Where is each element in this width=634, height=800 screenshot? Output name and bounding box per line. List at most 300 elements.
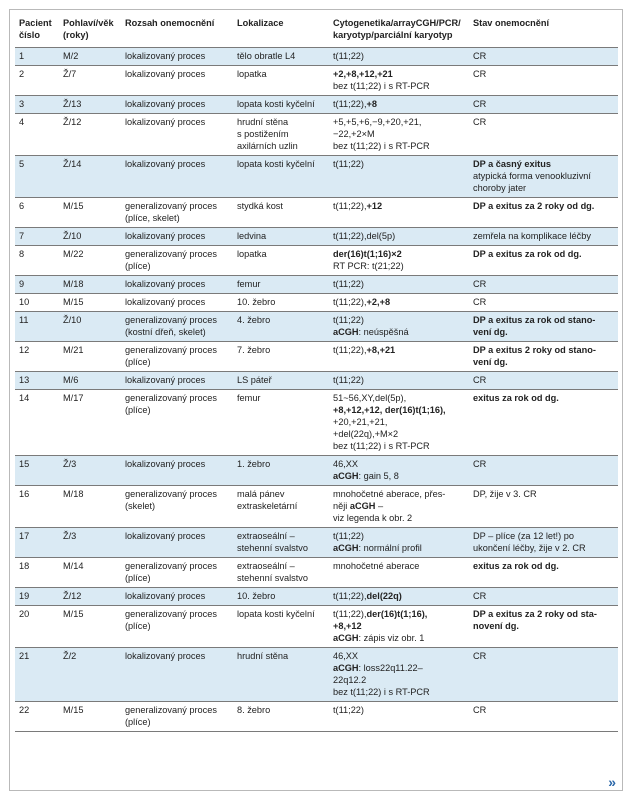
- sex-age-cell: Ž/3: [63, 531, 77, 541]
- cell-line: [333, 620, 465, 632]
- text: +5,+5,+6,−9,+20,+21,: [333, 117, 422, 127]
- cell-line: generalizovaný proces: [125, 249, 217, 259]
- patient-number-cell: 2: [19, 69, 25, 79]
- cell-line: [473, 158, 614, 170]
- status-cell: [469, 342, 618, 372]
- header-extent: Rozsah onemocnění: [125, 18, 215, 28]
- localization-cell: [233, 588, 329, 606]
- cell-line: LS páteř: [237, 375, 272, 385]
- localization-cell: [233, 312, 329, 342]
- cell-line: femur: [237, 279, 261, 289]
- cytogenetics-cell: [329, 114, 469, 156]
- patient-number-cell: 1: [19, 51, 25, 61]
- cytogenetics-cell: [329, 588, 469, 606]
- text: RT PCR: t(21;22): [333, 261, 404, 271]
- sex-age-cell: M/17: [63, 393, 84, 403]
- patient-table: [15, 14, 618, 732]
- cell-line: lokalizovaný proces: [125, 99, 206, 109]
- cell-line: [333, 530, 465, 542]
- text: 46,XX: [333, 651, 359, 661]
- bold-text: vení dg.: [473, 357, 508, 367]
- bold-text: aCGH: [333, 327, 359, 337]
- cell-line: [473, 344, 614, 356]
- extent-cell: [121, 246, 233, 276]
- text: CR: [473, 651, 487, 661]
- text: zemřela na komplikace léčby: [473, 231, 591, 241]
- extent-cell: [121, 312, 233, 342]
- text: mnohočetné aberace: [333, 561, 420, 571]
- extent-cell: [121, 486, 233, 528]
- cell-line: (skelet): [125, 501, 156, 511]
- sex-age-cell: M/15: [63, 201, 84, 211]
- cytogenetics-cell: [329, 342, 469, 372]
- cell-line: (plíce): [125, 573, 151, 583]
- cell-line: [333, 500, 465, 512]
- patient-number-cell: 8: [19, 249, 25, 259]
- localization-cell: [233, 372, 329, 390]
- cytogenetics-cell: [329, 456, 469, 486]
- text: t(11;22): [333, 705, 364, 715]
- localization-cell: [233, 66, 329, 96]
- cell-line: lokalizovaný proces: [125, 375, 206, 385]
- text: t(11;22),: [333, 345, 367, 355]
- text: t(11;22): [333, 279, 364, 289]
- cytogenetics-cell: [329, 246, 469, 276]
- patient-number-cell: 13: [19, 375, 30, 385]
- patient-number-cell: 3: [19, 99, 25, 109]
- patient-number-cell: 19: [19, 591, 30, 601]
- status-cell: [469, 390, 618, 456]
- cell-line: [333, 674, 465, 686]
- cell-line: generalizovaný proces: [125, 705, 217, 715]
- table-row: [15, 228, 618, 246]
- text: CR: [473, 297, 487, 307]
- cytogenetics-cell: [329, 156, 469, 198]
- extent-cell: [121, 588, 233, 606]
- bold-text: aCGH: [349, 501, 376, 511]
- bold-text: exitus za rok od dg.: [473, 561, 559, 571]
- patient-number-cell: 22: [19, 705, 30, 715]
- sex-age-cell: Ž/3: [63, 459, 77, 469]
- status-cell: [469, 48, 618, 66]
- localization-cell: [233, 48, 329, 66]
- cell-line: generalizovaný proces: [125, 393, 217, 403]
- cell-line: [333, 608, 465, 620]
- cell-line: lokalizovaný proces: [125, 117, 206, 127]
- extent-cell: [121, 702, 233, 732]
- status-cell: [469, 702, 618, 732]
- sex-age-cell: Ž/12: [63, 117, 82, 127]
- bold-text: vení dg.: [473, 327, 508, 337]
- text: CR: [473, 99, 487, 109]
- patient-number-cell: 11: [19, 315, 29, 325]
- status-cell: [469, 486, 618, 528]
- extent-cell: [121, 342, 233, 372]
- cytogenetics-cell: [329, 702, 469, 732]
- text: t(11;22): [333, 375, 364, 385]
- cell-line: lopata kosti kyčelní: [237, 99, 315, 109]
- header-localization: Lokalizace: [237, 18, 284, 28]
- table-row: [15, 294, 618, 312]
- cell-line: [333, 326, 465, 338]
- cell-line: lokalizovaný proces: [125, 51, 206, 61]
- header-patient-number: Pacient číslo: [19, 18, 52, 40]
- cell-line: [473, 458, 614, 470]
- bold-text: DP a exitus za rok od dg.: [473, 249, 582, 259]
- localization-cell: [233, 648, 329, 702]
- cell-line: [333, 662, 465, 674]
- cell-line: [473, 542, 614, 554]
- bold-text: del(22q): [366, 591, 402, 601]
- localization-cell: [233, 456, 329, 486]
- cell-line: [473, 170, 614, 182]
- patient-number-cell: 6: [19, 201, 25, 211]
- localization-cell: [233, 198, 329, 228]
- bold-text: aCGH: [333, 663, 359, 673]
- table-row: [15, 648, 618, 702]
- extent-cell: [121, 114, 233, 156]
- cell-line: generalizovaný proces: [125, 489, 217, 499]
- cytogenetics-cell: [329, 312, 469, 342]
- header-cytogenetics: Cytogenetika/arrayCGH/PCR/ karyotyp/parciální karyotyp: [333, 18, 461, 40]
- cell-line: extraskeletární: [237, 501, 298, 511]
- cell-line: (plíce, skelet): [125, 213, 180, 223]
- table-row: [15, 276, 618, 294]
- cell-line: [473, 356, 614, 368]
- sex-age-cell: Ž/7: [63, 69, 77, 79]
- cell-line: [473, 68, 614, 80]
- bold-text: DP a exitus za 2 roky od sta-: [473, 609, 597, 619]
- cell-line: axilárních uzlin: [237, 141, 298, 151]
- cytogenetics-cell: [329, 528, 469, 558]
- localization-cell: [233, 702, 329, 732]
- cell-line: extraoseální –: [237, 561, 295, 571]
- patient-number-cell: 9: [19, 279, 25, 289]
- bold-text: DP a exitus za 2 roky od dg.: [473, 201, 595, 211]
- status-cell: [469, 588, 618, 606]
- table-row: [15, 456, 618, 486]
- cell-line: [333, 260, 465, 272]
- cytogenetics-cell: [329, 606, 469, 648]
- sex-age-cell: M/14: [63, 561, 84, 571]
- localization-cell: [233, 96, 329, 114]
- cell-line: [333, 458, 465, 470]
- bold-text: DP a exitus za rok od stano-: [473, 315, 596, 325]
- status-cell: [469, 66, 618, 96]
- bold-text: aCGH: [333, 543, 359, 553]
- cytogenetics-cell: [329, 276, 469, 294]
- text: CR: [473, 591, 487, 601]
- patient-number-cell: 17: [19, 531, 30, 541]
- header-sex-age: Pohlaví/věk (roky): [63, 18, 114, 40]
- cell-line: [333, 98, 465, 110]
- extent-cell: [121, 528, 233, 558]
- cell-line: [333, 488, 465, 500]
- cytogenetics-cell: [329, 48, 469, 66]
- cell-line: hrudní stěna: [237, 117, 289, 127]
- table-row: [15, 96, 618, 114]
- cell-line: [333, 116, 465, 128]
- text: DP – plíce (za 12 let!) po: [473, 531, 574, 541]
- text: CR: [473, 69, 487, 79]
- cell-line: extraoseální –: [237, 531, 295, 541]
- cell-line: 10. žebro: [237, 591, 276, 601]
- text: : gain 5, 8: [358, 471, 399, 481]
- cell-line: lopatka: [237, 69, 267, 79]
- table-row: [15, 702, 618, 732]
- cell-line: [473, 296, 614, 308]
- patient-number-cell: 4: [19, 117, 25, 127]
- table-row: [15, 588, 618, 606]
- cell-line: [473, 230, 614, 242]
- extent-cell: [121, 294, 233, 312]
- text: CR: [473, 279, 487, 289]
- localization-cell: [233, 528, 329, 558]
- cell-line: 10. žebro: [237, 297, 276, 307]
- status-cell: [469, 276, 618, 294]
- cytogenetics-cell: [329, 372, 469, 390]
- cell-line: [333, 560, 465, 572]
- cytogenetics-cell: [329, 66, 469, 96]
- text: 46,XX: [333, 459, 359, 469]
- cell-line: [333, 428, 465, 440]
- cell-line: lokalizovaný proces: [125, 459, 206, 469]
- cell-line: [333, 230, 465, 242]
- sex-age-cell: M/18: [63, 279, 84, 289]
- cell-line: [333, 248, 465, 260]
- sex-age-cell: M/18: [63, 489, 84, 499]
- table-row: [15, 48, 618, 66]
- text: t(11;22): [333, 51, 364, 61]
- cell-line: [333, 80, 465, 92]
- text: −22,+2×M: [333, 129, 375, 139]
- patient-number-cell: 15: [19, 459, 30, 469]
- sex-age-cell: M/2: [63, 51, 79, 61]
- cell-line: [333, 158, 465, 170]
- text: bez t(11;22) i s RT-PCR: [333, 141, 430, 151]
- cytogenetics-cell: [329, 648, 469, 702]
- cell-line: [333, 512, 465, 524]
- sex-age-cell: Ž/10: [63, 315, 82, 325]
- cell-line: [473, 608, 614, 620]
- sex-age-cell: Ž/14: [63, 159, 82, 169]
- text: t(11;22),: [333, 609, 367, 619]
- patient-number-cell: 18: [19, 561, 30, 571]
- cell-line: [333, 344, 465, 356]
- text: viz legenda k obr. 2: [333, 513, 413, 523]
- cell-line: [333, 704, 465, 716]
- text: : normální profil: [358, 543, 422, 553]
- cell-line: [333, 686, 465, 698]
- continued-arrow[interactable]: »: [608, 774, 616, 790]
- text: +del(22q),+M×2: [333, 429, 399, 439]
- bold-text: aCGH: [333, 633, 359, 643]
- cytogenetics-cell: [329, 294, 469, 312]
- cell-line: [333, 314, 465, 326]
- text: 51~56,XY,del(5p),: [333, 393, 407, 403]
- cytogenetics-cell: [329, 198, 469, 228]
- cell-line: lokalizovaný proces: [125, 279, 206, 289]
- bold-text: der(16)t(1;16),: [366, 609, 428, 619]
- cell-line: [333, 440, 465, 452]
- text: mnohočetné aberace, přes-: [333, 489, 446, 499]
- status-cell: [469, 114, 618, 156]
- cell-line: lopata kosti kyčelní: [237, 159, 315, 169]
- extent-cell: [121, 48, 233, 66]
- bold-text: DP a exitus 2 roky od stano-: [473, 345, 596, 355]
- status-cell: [469, 606, 618, 648]
- extent-cell: [121, 606, 233, 648]
- cell-line: [473, 314, 614, 326]
- localization-cell: [233, 246, 329, 276]
- bold-text: +2,+8: [366, 297, 391, 307]
- text: t(11;22): [333, 531, 364, 541]
- cell-line: [333, 650, 465, 662]
- cell-line: [473, 650, 614, 662]
- cell-line: (plíce): [125, 405, 151, 415]
- status-cell: [469, 96, 618, 114]
- extent-cell: [121, 648, 233, 702]
- cell-line: [333, 470, 465, 482]
- cell-line: generalizovaný proces: [125, 201, 217, 211]
- cell-line: generalizovaný proces: [125, 561, 217, 571]
- cell-line: [333, 50, 465, 62]
- table-row: [15, 198, 618, 228]
- patient-number-cell: 12: [19, 345, 30, 355]
- cell-line: [333, 140, 465, 152]
- patient-number-cell: 7: [19, 231, 25, 241]
- cell-line: tělo obratle L4: [237, 51, 296, 61]
- sex-age-cell: Ž/12: [63, 591, 82, 601]
- status-cell: [469, 198, 618, 228]
- cell-line: lopata kosti kyčelní: [237, 609, 315, 619]
- table-row: [15, 66, 618, 96]
- status-cell: [469, 312, 618, 342]
- cytogenetics-cell: [329, 390, 469, 456]
- text: bez t(11;22) i s RT-PCR: [333, 81, 430, 91]
- extent-cell: [121, 456, 233, 486]
- localization-cell: [233, 276, 329, 294]
- cell-line: [473, 248, 614, 260]
- cell-line: [473, 278, 614, 290]
- status-cell: [469, 246, 618, 276]
- cell-line: [333, 374, 465, 386]
- cell-line: lokalizovaný proces: [125, 651, 206, 661]
- bold-text: der(16)t(1;16)×2: [333, 249, 402, 259]
- cell-line: [333, 128, 465, 140]
- text: t(11;22),: [333, 297, 367, 307]
- cell-line: [333, 68, 465, 80]
- cell-line: [473, 50, 614, 62]
- cell-line: lokalizovaný proces: [125, 231, 206, 241]
- cell-line: (plíce): [125, 717, 151, 727]
- extent-cell: [121, 558, 233, 588]
- status-cell: [469, 648, 618, 702]
- extent-cell: [121, 390, 233, 456]
- text: t(11;22),: [333, 99, 367, 109]
- status-cell: [469, 528, 618, 558]
- status-cell: [469, 156, 618, 198]
- cell-line: [473, 704, 614, 716]
- cell-line: lokalizovaný proces: [125, 531, 206, 541]
- cell-line: [333, 200, 465, 212]
- cell-line: [473, 530, 614, 542]
- table-row: [15, 558, 618, 588]
- bold-text: DP a časný exitus: [473, 159, 551, 169]
- bold-text: novení dg.: [473, 621, 519, 631]
- bold-text: +8,+12: [333, 621, 362, 631]
- cell-line: lokalizovaný proces: [125, 69, 206, 79]
- bold-text: aCGH: [333, 471, 359, 481]
- cell-line: [333, 542, 465, 554]
- cell-line: [333, 632, 465, 644]
- text: CR: [473, 51, 487, 61]
- bold-text: +8: [366, 99, 378, 109]
- table-row: [15, 312, 618, 342]
- cell-line: [473, 560, 614, 572]
- extent-cell: [121, 198, 233, 228]
- text: CR: [473, 375, 487, 385]
- extent-cell: [121, 228, 233, 246]
- cell-line: 8. žebro: [237, 705, 271, 715]
- cell-line: [333, 392, 465, 404]
- text: CR: [473, 459, 487, 469]
- sex-age-cell: M/15: [63, 705, 84, 715]
- localization-cell: [233, 114, 329, 156]
- localization-cell: [233, 390, 329, 456]
- patient-number-cell: 16: [19, 489, 30, 499]
- cell-line: [473, 374, 614, 386]
- cytogenetics-cell: [329, 228, 469, 246]
- patient-number-cell: 20: [19, 609, 30, 619]
- cell-line: 4. žebro: [237, 315, 271, 325]
- cell-line: malá pánev: [237, 489, 285, 499]
- cell-line: lopatka: [237, 249, 267, 259]
- patient-number-cell: 21: [19, 651, 30, 661]
- text: : neúspěšná: [358, 327, 409, 337]
- localization-cell: [233, 606, 329, 648]
- bold-text: exitus za rok od dg.: [473, 393, 559, 403]
- text: bez t(11;22) i s RT-PCR: [333, 687, 430, 697]
- status-cell: [469, 558, 618, 588]
- table-row: [15, 342, 618, 372]
- text: CR: [473, 117, 487, 127]
- patient-number-cell: 14: [19, 393, 30, 403]
- cell-line: [473, 488, 614, 500]
- cell-line: generalizovaný proces: [125, 315, 217, 325]
- extent-cell: [121, 96, 233, 114]
- cell-line: [473, 116, 614, 128]
- text: 22q12.2: [333, 675, 367, 685]
- sex-age-cell: M/6: [63, 375, 79, 385]
- text: t(11;22),del(5p): [333, 231, 396, 241]
- table-row: [15, 390, 618, 456]
- text: t(11;22): [333, 159, 364, 169]
- sex-age-cell: Ž/2: [63, 651, 77, 661]
- localization-cell: [233, 228, 329, 246]
- extent-cell: [121, 276, 233, 294]
- cell-line: femur: [237, 393, 261, 403]
- cell-line: [473, 182, 614, 194]
- text: : zápis viz obr. 1: [358, 633, 425, 643]
- bold-text: +2,+8,+12,+21: [333, 69, 393, 79]
- status-cell: [469, 372, 618, 390]
- sex-age-cell: M/15: [63, 297, 84, 307]
- text: –: [375, 501, 384, 511]
- cell-line: (plíce): [125, 357, 151, 367]
- table-row: [15, 606, 618, 648]
- cell-line: [333, 296, 465, 308]
